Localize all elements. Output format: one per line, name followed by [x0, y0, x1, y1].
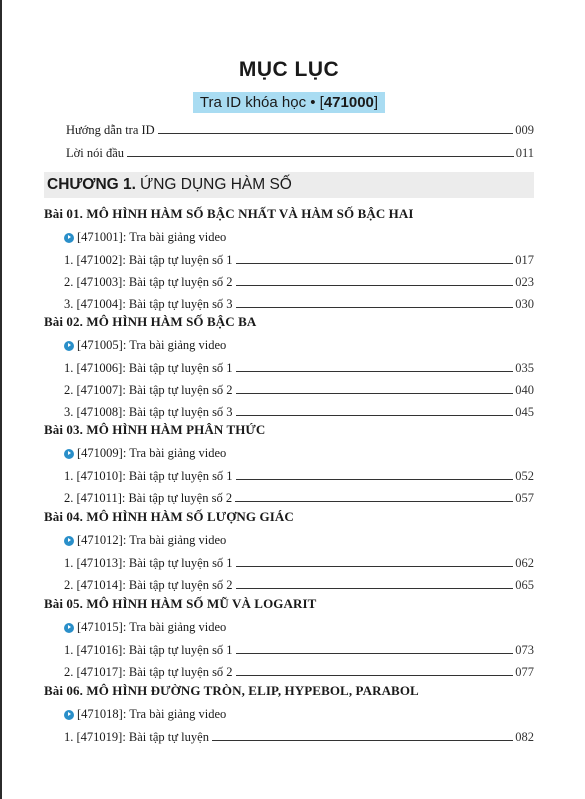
exercise-entry[interactable]: [64, 575, 534, 593]
exercise-entry-text: 1. [471002]: Bài tập tự luyện số 1: [64, 253, 233, 267]
exercise-entry-text: 2. [471011]: Bài tập tự luyện số 2: [64, 491, 233, 505]
video-link-text: [471012]: Tra bài giảng video: [77, 533, 227, 547]
exercise-entry-text: 3. [471008]: Bài tập tự luyện số 3: [64, 405, 233, 419]
dot-leader: [236, 566, 514, 567]
dot-leader: [236, 393, 514, 394]
toc-page-number: 057: [515, 491, 534, 505]
exercise-entry[interactable]: [64, 466, 534, 484]
dot-leader: [236, 415, 514, 416]
exercise-entry[interactable]: [64, 380, 534, 398]
chapter-number: CHƯƠNG 1.: [47, 176, 136, 193]
video-link[interactable]: [64, 338, 226, 353]
toc-page-number: 082: [515, 730, 534, 744]
exercise-entry-text: 1. [471016]: Bài tập tự luyện số 1: [64, 643, 233, 657]
lesson-title[interactable]: Bài 05. MÔ HÌNH HÀM SỐ MŨ VÀ LOGARIT: [44, 596, 317, 611]
dot-leader: [236, 371, 514, 372]
exercise-entry[interactable]: [64, 662, 534, 680]
play-icon: [64, 536, 74, 546]
lesson-title[interactable]: Bài 06. MÔ HÌNH ĐƯỜNG TRÒN, ELIP, HYPEBOL, PARABOL: [44, 683, 419, 698]
exercise-entry[interactable]: [64, 553, 534, 571]
exercise-entry-text: 2. [471017]: Bài tập tự luyện số 2: [64, 665, 233, 679]
toc-page-number: 011: [515, 146, 534, 160]
dot-leader: [235, 501, 513, 502]
video-link[interactable]: [64, 230, 226, 245]
exercise-entry[interactable]: [64, 294, 534, 312]
chapter-heading[interactable]: [44, 172, 534, 198]
toc-page-number: 017: [515, 253, 534, 267]
video-link[interactable]: [64, 707, 226, 722]
toc-page-number: 073: [515, 643, 534, 657]
dot-leader: [236, 653, 514, 654]
exercise-entry[interactable]: [64, 640, 534, 658]
toc-page-number: 045: [515, 405, 534, 419]
exercise-entry-text: 1. [471019]: Bài tập tự luyện: [64, 730, 209, 744]
exercise-entry-text: 2. [471007]: Bài tập tự luyện số 2: [64, 383, 233, 397]
course-id-code: 471000: [323, 94, 374, 111]
exercise-entry[interactable]: [64, 727, 534, 745]
lesson-title[interactable]: Bài 01. MÔ HÌNH HÀM SỐ BẬC NHẤT VÀ HÀM SỐ BẬC HAI: [44, 206, 414, 221]
video-link-text: [471018]: Tra bài giảng video: [77, 707, 227, 721]
exercise-entry-text: 2. [471003]: Bài tập tự luyện số 2: [64, 275, 233, 289]
video-link[interactable]: [64, 533, 226, 548]
exercise-entry[interactable]: [64, 358, 534, 376]
dot-leader: [236, 263, 514, 264]
video-link-text: [471009]: Tra bài giảng video: [77, 446, 227, 460]
dot-leader: [236, 479, 514, 480]
chapter-title: ỨNG DỤNG HÀM SỐ: [139, 176, 292, 193]
page-edge: [0, 0, 2, 799]
video-link-text: [471015]: Tra bài giảng video: [77, 620, 227, 634]
video-link[interactable]: [64, 446, 226, 461]
toc-page-number: 062: [515, 556, 534, 570]
exercise-entry-text: 1. [471013]: Bài tập tự luyện số 1: [64, 556, 233, 570]
page-title: MỤC LỤC: [238, 58, 340, 81]
exercise-entry[interactable]: [64, 488, 534, 506]
lesson-title[interactable]: Bài 02. MÔ HÌNH HÀM SỐ BẬC BA: [44, 314, 257, 329]
exercise-entry[interactable]: [64, 272, 534, 290]
course-id-label: Tra ID khóa học • [: [199, 94, 324, 111]
exercise-entry-text: 1. [471006]: Bài tập tự luyện số 1: [64, 361, 233, 375]
dot-leader: [236, 588, 514, 589]
dot-leader: [127, 156, 514, 157]
exercise-entry-text: 3. [471004]: Bài tập tự luyện số 3: [64, 297, 233, 311]
dot-leader: [236, 285, 514, 286]
dot-leader: [236, 307, 514, 308]
dot-leader: [212, 740, 513, 741]
exercise-entry-text: 2. [471014]: Bài tập tự luyện số 2: [64, 578, 233, 592]
play-icon: [64, 341, 74, 351]
toc-page-number: 009: [515, 123, 534, 137]
course-id-box: [193, 92, 385, 113]
toc-page-number: 040: [515, 383, 534, 397]
video-link-text: [471001]: Tra bài giảng video: [77, 230, 227, 244]
play-icon: [64, 710, 74, 720]
toc-entry-text: Hướng dẫn tra ID: [66, 123, 155, 137]
toc-page-number: 065: [515, 578, 534, 592]
video-link[interactable]: [64, 620, 226, 635]
lesson-title[interactable]: Bài 04. MÔ HÌNH HÀM SỐ LƯỢNG GIÁC: [44, 509, 294, 524]
exercise-entry[interactable]: [64, 402, 534, 420]
toc-page-number: 030: [515, 297, 534, 311]
lesson-title[interactable]: Bài 03. MÔ HÌNH HÀM PHÂN THỨC: [44, 422, 266, 437]
exercise-entry[interactable]: [64, 250, 534, 268]
toc-page-number: 035: [515, 361, 534, 375]
play-icon: [64, 623, 74, 633]
video-link-text: [471005]: Tra bài giảng video: [77, 338, 227, 352]
exercise-entry-text: 1. [471010]: Bài tập tự luyện số 1: [64, 469, 233, 483]
toc-page-number: 023: [515, 275, 534, 289]
dot-leader: [236, 675, 514, 676]
toc-entry-guide[interactable]: [66, 120, 534, 138]
dot-leader: [158, 133, 514, 134]
play-icon: [64, 449, 74, 459]
play-icon: [64, 233, 74, 243]
toc-entry-preface[interactable]: [66, 143, 534, 161]
toc-entry-text: Lời nói đầu: [66, 146, 124, 160]
toc-page-number: 077: [515, 665, 534, 679]
toc-page-number: 052: [515, 469, 534, 483]
course-id-banner: [44, 92, 534, 113]
course-id-suffix: ]: [373, 94, 379, 111]
